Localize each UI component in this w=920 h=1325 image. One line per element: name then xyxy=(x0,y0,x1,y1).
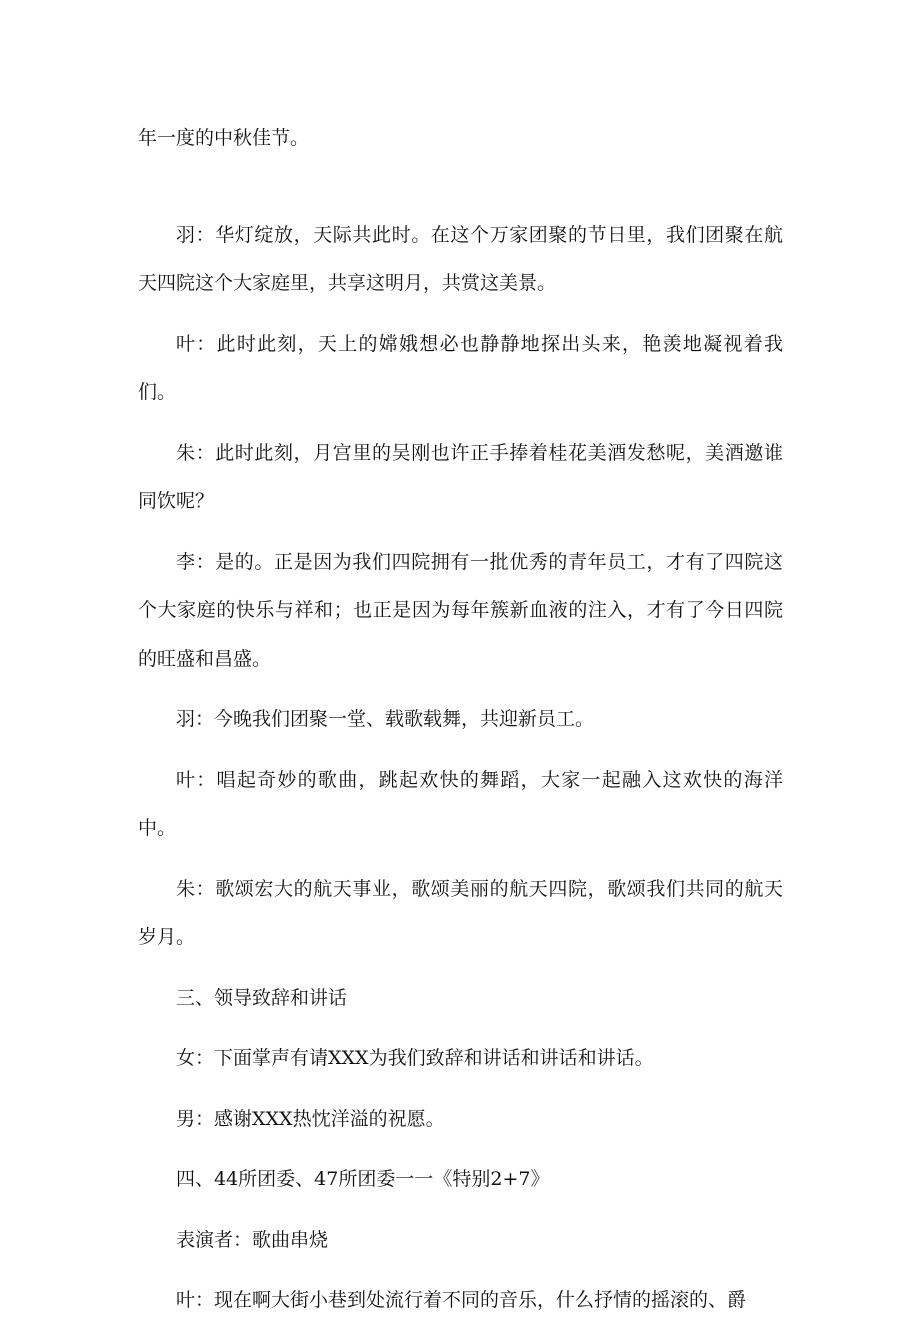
paragraph-yu-2: 羽：今晚我们团聚一堂、载歌载舞，共迎新员工。 xyxy=(176,708,595,730)
paragraph-yu-1: 羽：华灯绽放，天际共此时。在这个万家团聚的节日里，我们团聚在航天四院这个大家庭里，共享这明月，共赏这美景。 xyxy=(138,223,783,294)
section-heading-3: 三、领导致辞和讲话 xyxy=(176,986,348,1009)
paragraph-zhu-2: 朱：歌颂宏大的航天事业，歌颂美丽的航天四院，歌颂我们共同的航天岁月。 xyxy=(138,877,783,948)
paragraph-performer: 表演者：歌曲串烧 xyxy=(176,1228,329,1251)
paragraph-li-1: 李：是的。正是因为我们四院拥有一批优秀的青年员工，才有了四院这个大家庭的快乐与祥和；也正是因为每年簇新血液的注入，才有了今日四院的旺盛和昌盛。 xyxy=(138,550,783,670)
paragraph-female: 女：下面掌声有请XXX为我们致辞和讲话和讲话和讲话。 xyxy=(176,1047,654,1069)
paragraph-ye-3: 叶：现在啊大街小巷到处流行着不同的音乐，什么抒情的摇滚的、爵 xyxy=(176,1289,747,1311)
paragraph-ye-1: 叶：此时此刻，天上的嫦娥想必也静静地探出头来，艳羡地凝视着我们。 xyxy=(138,332,783,403)
paragraph-ye-2: 叶：唱起奇妙的歌曲，跳起欢快的舞蹈，大家一起融入这欢快的海洋中。 xyxy=(138,768,783,839)
document-body xyxy=(138,114,783,1325)
paragraph-zhu-1: 朱：此时此刻，月宫里的吴刚也许正手捧着桂花美酒发愁呢，美酒邀谁同饮呢？ xyxy=(138,441,783,512)
section-heading-4: 四、44所团委、47所团委一一《特别2+7》 xyxy=(176,1168,550,1190)
paragraph-male: 男：感谢XXX热忱洋溢的祝愿。 xyxy=(176,1107,445,1130)
paragraph-gap xyxy=(138,175,783,211)
paragraph-continuation: 年一度的中秋佳节。 xyxy=(138,127,310,149)
